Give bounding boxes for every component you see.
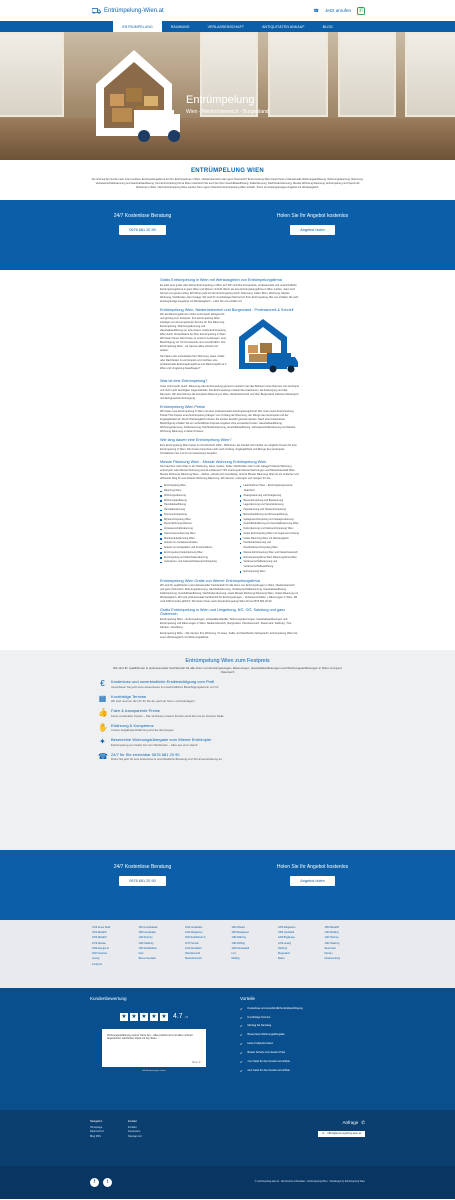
rating-scale: / 5 (184, 1014, 189, 1019)
star-icon: ★ (151, 1013, 157, 1020)
hero-text (186, 94, 269, 115)
footer-link[interactable]: Kontakt (127, 1125, 137, 1129)
facebook-icon[interactable]: f (90, 1178, 99, 1187)
nav-item-antiquitaeten[interactable]: ANTIQUITÄTEN ANKAUF (262, 24, 305, 29)
article-section (160, 608, 299, 640)
hero-floor (0, 118, 455, 160)
service-list-item[interactable]: Räumung Wien (160, 489, 220, 494)
service-list-item[interactable]: Verlassenschaftsräumung (160, 527, 220, 532)
reviews-title: Kundenbewertung (90, 995, 127, 1001)
service-list-item[interactable]: Gratis Entrümpelung Wien mit Gegenverrechnung (240, 532, 300, 537)
nav-item-verlassenschaft[interactable]: VERLASSENSCHAFT (207, 24, 245, 29)
service-list-item[interactable]: Lieferanten- und Gebrauchtwarenentrümpelung (160, 560, 220, 565)
hero-window (405, 32, 455, 117)
feature-title: Kostenlose und unverbindliche Erstbesichtigung vom Profi (111, 679, 215, 685)
check-icon: ✔ (240, 1059, 243, 1064)
all-reviews-link[interactable]: alle Bewertungen sehen (142, 1069, 166, 1072)
footer-link[interactable]: Blog RSS (90, 1135, 101, 1139)
main-article (0, 270, 455, 640)
hero-window (0, 32, 64, 117)
footer-bottom (0, 1166, 455, 1199)
feature-desc: Wir sind rund um die Uhr für Sie da, auch an Sonn- und Feiertagen! (111, 699, 195, 704)
features-subtitle: Wir sind Ihr qualifizierter & professioneller Fachbetrieb für alle Arten von Entrümpelungen, Räumungen, Haushaltsauflösungen und Wohnungsauflösungen in Wien und ganz Österreich (113, 665, 342, 674)
location-link[interactable]: 1150 Rudolfsheim (138, 947, 157, 950)
service-list-item[interactable]: Haushaltsräumung (160, 508, 220, 513)
section-body (160, 313, 227, 375)
feature-item (98, 723, 359, 733)
intro-section (0, 160, 455, 196)
money-icon: € (100, 679, 105, 689)
section-title: Messie Räumung Wien - Messie Wohnung Entrümpelung Wien (160, 459, 267, 464)
sparkle-icon: ✦ (99, 737, 106, 747)
hero-title: Entrümpelung (186, 94, 255, 106)
location-link[interactable]: 1230 Liesing (278, 942, 292, 945)
cta-offer-title: Holen Sie Ihr Angebot kostenlos (276, 213, 349, 220)
location-link[interactable]: 1140 Penzing (138, 937, 153, 940)
section-text: Entrümpelung Wien – Entrümpelungen, Antiquitätenhändler, Wohnungsräumungen, Haushaltsauflösungen und Entrümpelung und Räumungen in Wien, Niederösterreich, Burgenland, Oberösterreich, Steiermark, Salzburg, Tirol, Kärnten, Vorarlberg. (160, 617, 292, 629)
service-list-item[interactable]: Wohnungsräumung (160, 494, 220, 499)
service-list-item[interactable]: Haushaltsauflösung (160, 503, 220, 508)
feature-title: Erfahrung & Kompetenz (111, 722, 154, 728)
email-text: office@entrumpelung-wien.at (327, 1132, 361, 1136)
location-column (325, 926, 364, 982)
location-links (0, 920, 455, 988)
location-link[interactable]: 1130 Hietzing (324, 937, 339, 940)
check-icon: ✔ (240, 1042, 243, 1047)
phone-icon: ☎ (313, 7, 319, 13)
service-list-item[interactable]: Messie Entrümpelung Wien und Niederösterreich (240, 551, 300, 556)
hero-banner (0, 32, 455, 160)
section-row (160, 313, 299, 375)
footer-inquiry (318, 1120, 365, 1166)
cta-band (0, 200, 455, 270)
location-column (232, 926, 271, 982)
thumbs-up-icon: 👍 (98, 708, 108, 718)
advantage-text: keine Fixkpreis kosten (247, 1042, 274, 1046)
advantage-text: Montag bis Samstag (247, 1024, 272, 1028)
advantage-text: eine Seite für den Kunden erreichbar (247, 1068, 290, 1072)
check-icon: ✔ (240, 1033, 243, 1038)
call-button[interactable]: 0676 681 20 90 (119, 876, 165, 886)
location-link[interactable]: 1090 Alsergrund (92, 947, 109, 950)
section-text: Sie brauchen mehr Platz in der Wohnung, Haus, Garten, Keller, Dachboden oder in der Garage? Messie Wohnung entrümpeln oder Messie Wohnung einmal aufräumen? Wir entrümpeln Messie Wohnungen und Messiehaushalt Wien. Messie Wohnung Räumung Wien – diskret, schnell und zuverlässig. Unsere Messie Räumung Wien ist ein einfacher und effizienter Weg für eine Messie Wohnung Räumung. Wir räumen, entsorgen und reinigen für Sie. (160, 465, 299, 481)
site-logo[interactable] (92, 8, 164, 14)
nav-item-blog[interactable]: BLOG (322, 24, 333, 29)
location-link[interactable]: 1040 Wieden (231, 926, 246, 929)
location-link[interactable]: Kärnten (324, 953, 333, 956)
social-links (90, 1178, 112, 1187)
article-section (160, 460, 299, 575)
house-truck-image (231, 313, 299, 375)
article-section (160, 438, 299, 456)
feature-item (98, 708, 359, 718)
footer-link[interactable]: Datenschutz (90, 1130, 104, 1134)
intro-title: ENTRÜMPELUNG WIEN (190, 168, 265, 174)
footer-contact-title: Kontakt (127, 1119, 137, 1123)
location-link[interactable]: 1070 Neubau (92, 942, 106, 945)
footer-link[interactable]: Homepage (90, 1125, 103, 1129)
service-list-item[interactable]: Geschäftsauflösung und Geschäftsräumung Wien (240, 522, 300, 527)
advantage-item (240, 1049, 365, 1058)
service-list-item[interactable]: Betriebsauflösung und Firmenauflösung (240, 513, 300, 518)
features-section (0, 650, 455, 850)
check-icon: ✔ (240, 1068, 243, 1073)
section-text: Wir als Räumungsfirma in Wien entrümpeln fachgerecht und günstig zum Festpreis. Ihre Entrümpelung Wien erledigen wir als kompetenter Service für Ihre Räumung, Entrümpelung, Wohnungsräumung und Haushaltsauflösung vor einer Hand. Gratis Entrümpelung Wien durch Verwertbares bei Ihrer Entrümpelung in Wien. Wir bieten Ihnen faire Preise zu unseren Leistungen, eine Besichtigung vor Ort ist kostenlos und unverbindlich. Ihre Entrümpelung Wien - wir räumen alles schnell und sauber. (160, 313, 227, 353)
location-link[interactable]: Mödling (231, 958, 240, 961)
footer-link[interactable]: Sitemap.xml (127, 1135, 142, 1139)
feature-item (98, 737, 359, 747)
email-link[interactable] (318, 1131, 365, 1137)
service-list-item[interactable]: Garagenentrümpelung und Garagenräumung (240, 518, 300, 523)
service-list-item[interactable]: Entrümpelung Kellerräumung Wien (160, 551, 220, 556)
service-list-item[interactable]: Ankauf von Antiquitäten und Kunstschätzen (160, 546, 220, 551)
article-section (160, 278, 299, 304)
service-list-item[interactable]: Ladenbühnen Wien – Entrümpelungsinserat Jüdenfeld (240, 484, 300, 494)
reviews-section (0, 988, 455, 1110)
location-link[interactable]: Oberösterreich (185, 953, 201, 956)
location-link[interactable]: Baden (278, 958, 285, 961)
location-link[interactable]: 1050 Margareten (278, 926, 296, 929)
location-link[interactable]: Salzburg (278, 947, 288, 950)
service-list-item[interactable]: Gratis Räumung Wien mit Wertausgleich (240, 537, 300, 542)
service-list-item[interactable]: Büroentrümpelung Wien (160, 518, 220, 523)
advantage-item (240, 1014, 365, 1023)
location-link[interactable]: 1080 Josefstadt (278, 932, 295, 935)
feature-item (98, 752, 359, 762)
advantages-title: Vorteile (240, 995, 256, 1001)
location-link[interactable]: 1020 Mariahilf (92, 932, 107, 935)
service-list-item[interactable]: Messi Wohnung Räumen (160, 522, 220, 527)
location-link[interactable]: 1010 Leopoldstadt (138, 926, 158, 929)
location-link[interactable]: Steiermark (324, 947, 336, 950)
mail-icon: ✉ (322, 1132, 325, 1136)
feature-title: Besenreine Wohnungsübergabe vom Wiener Entrümpler (111, 737, 212, 743)
get-offer-button[interactable]: Angebot holen (290, 876, 335, 886)
section-text: Entrümpelung Wien – Wir räumen Ihre Wohnung, Ihr Haus, Keller und Dachboden fachgerecht. Entrümpelung Wien hat einen Wertausgleich mit Wohnungsablöse. (160, 631, 298, 639)
advantage-item (240, 1031, 365, 1040)
handshake-icon: ✋ (98, 722, 108, 732)
service-list-item[interactable]: Zwangsräumung und Delogierung (240, 494, 300, 499)
service-list-item[interactable]: Entrümpelung und Dachbodenräumung (160, 556, 220, 561)
section-title: Entrümpelung Wien Gratis von Wiener Entrümpelungsfirma (160, 578, 260, 583)
location-link[interactable]: 1170 Hernals (185, 942, 199, 945)
location-link[interactable]: Wiener Neustadt (138, 958, 156, 961)
cta-consult-title: 24/7 Kostenlose Beratung (113, 213, 172, 220)
advantage-text: zum Seite für den Kunden erreichbar (247, 1059, 290, 1063)
truck-icon (92, 8, 101, 14)
site-footer (0, 1110, 455, 1166)
service-lists (160, 484, 299, 574)
section-title: Entrümpelung Wien, Niederösterreich und Burgenland - Professionell & Schnell (160, 307, 294, 312)
advantage-item (240, 1040, 365, 1049)
site-header (0, 0, 455, 21)
location-link[interactable]: Niederösterreich (185, 958, 202, 961)
advantage-item (240, 1022, 365, 1031)
advantage-text: Kostenlose und unverbindliche Erstbesichtigung (247, 1006, 303, 1010)
section-text: Wir bieten eine Entrümpelung in Wien mit einer professionellen Entrümpelungsfirma! Wer sind unsere Entrümpelung Preise? Die Kosten einer Entrümpelung hängen vom Umfang der Räumung, der Menge des Gerümpels und der Zugänglichkeit ab. Durch Wertausgleich können die Kosten deutlich gesenkt werden. Nach einer kostenlosen Besichtigung erhalten Sie ein verbindliches Fixpreis-Angebot ohne versteckte Kosten. Haushaltsauflösung, Wohnungsräumung, Kellerräumung, Dachbodenräumung, Geschäftsauflösung, Verlassenschaftsräumung und Messie Wohnung Räumung zu fairen Preisen. (160, 410, 296, 434)
nav-item-entruempelung[interactable]: ENTRÜMPELUNG (113, 21, 162, 32)
feature-title: Kurzfristige Termine (111, 693, 147, 699)
section-title: Entrümpelung Wien Preise (160, 404, 206, 409)
location-column (139, 926, 178, 982)
service-list-item[interactable]: Dachbodenräumung und Dachbodenentrümpelung Wien (240, 541, 300, 551)
service-list-item[interactable]: Entrümpelung Wien (240, 570, 300, 575)
service-list-item[interactable]: Wohnungsauflösung (160, 499, 220, 504)
location-link[interactable]: 1160 Ottakring (138, 942, 154, 945)
whatsapp-icon[interactable]: ✆ (361, 1119, 365, 1125)
location-link[interactable]: 1220 Donaustadt (231, 947, 249, 950)
review-author: Dieter R. (191, 1061, 201, 1064)
service-list-item[interactable]: Bauentrümpelung und Bauräumung (240, 499, 300, 504)
location-link[interactable]: Linz (231, 953, 236, 956)
footer-nav-title: Navigation (90, 1119, 103, 1123)
service-list-item[interactable]: Ankauf von Verlassenschaften (160, 541, 220, 546)
location-link[interactable]: 1200 Brigittenau (278, 937, 295, 940)
feature-desc: Rufen Sie jetzt für eine kostenlose & unverbindliche Beratung und Terminvereinbarung an (111, 757, 222, 762)
advantage-item (240, 1005, 365, 1014)
check-icon: ✔ (240, 1051, 243, 1056)
twitter-icon[interactable]: t (103, 1178, 112, 1187)
calendar-icon: ▦ (98, 693, 107, 703)
location-link[interactable]: Klosterneuburg (324, 958, 341, 961)
logo-text: Entrümpelung-Wien.at (104, 7, 164, 14)
advantage-text: Bester Service zum besten Preis (247, 1051, 286, 1055)
section-text: Sie haben sich entschieden Ihre Wohnung, Haus, Keller, oder Dachboden zu entrümpeln und möchten eine professionelle Entrümpelungsfirma und Räumungsfirma in Wien und Umgebung beauftragen? (160, 355, 227, 371)
service-list-item[interactable]: Firmenentrümpelung (160, 513, 220, 518)
article-section (160, 579, 299, 605)
cta-band-bottom (0, 850, 455, 920)
footer-nav (90, 1120, 104, 1166)
location-link[interactable]: 1030 Landstraße (185, 926, 203, 929)
cta-offer-title: Holen Sie Ihr Angebot kostenlos (276, 863, 349, 870)
footer-contact (128, 1120, 142, 1166)
service-list-right (240, 484, 300, 574)
location-link[interactable]: 1150 Rudolfsheim-F. (185, 937, 206, 940)
feature-item (98, 679, 359, 689)
location-link[interactable]: 1050 Margareten (231, 932, 249, 935)
location-link[interactable]: 1100 Favoriten (92, 953, 108, 956)
review-card[interactable] (102, 1029, 206, 1067)
advantages-list (240, 1005, 365, 1076)
copyright: © entrümpelung-wien.at · Alle Rechte vorbehalten · Entrümpelung Wien · Webdesign by Entrümpelung Wien (254, 1180, 365, 1183)
service-list-item[interactable]: Entrümpelungsfirma Wien Räumungsfirma Wien (240, 556, 300, 561)
service-list-item[interactable]: Kleinbetriebsräumung Wien (160, 537, 220, 542)
article-section (160, 405, 299, 435)
section-text: Eine Entrümpelung Wien kostet im Durchschnitt 1000 - 2500 Euro. Es handelt sich hierbei um mögliche Kosten für eine Entrümpelung in Wien. Die Kosten berechnen sich nach Umfang, Zugänglichkeit und Menge des Gerümpels. Kontaktieren Sie uns für ein kostenloses Angebot. (160, 443, 297, 455)
hero-subtitle: Wien - Niederösterreich - Burgenland (186, 109, 269, 115)
feature-title: Faire & transparente Preise (111, 708, 160, 714)
cta-consult (88, 864, 198, 920)
review-text: Wohnungsauflösung meiner Tante bei – Alles perfekt und mit allem schnell abgewickelt. Herzlichen Dank mit top Team ... (107, 1033, 193, 1040)
location-link[interactable]: 1160 Ottakring (324, 942, 340, 945)
feature-desc: Keine versteckten Kosten – Das Vertrauen unserer Kunden steht bei uns an oberster Stelle (111, 713, 224, 718)
cta-consult-title: 24/7 Kostenlose Beratung (113, 863, 172, 870)
star-icon: ★ (121, 1013, 127, 1020)
advantage-text: Kurzfristige Termine (247, 1015, 271, 1019)
service-list-item[interactable]: Kellerräumung und Kellerentrümpelung Wien (240, 527, 300, 532)
intro-text: Sie sind auf der Suche nach einer seriösen Entrümpelungsfirma für Ihre Entrümpelung in Wien, Niederösterreich oder ganz Österreich? Entrümpelung Wien bietet Ihnen professionelle Wohnungsauflösung, Wohnungsräumung, Räumung, Verlassenschaftsräumung und Haushaltsauflösung. Ihre Entrümpelung Firma Wien unterstützt Sie auch bei Ihrer Geschäftsauflösung, Kellerräumung, Dachbodenräumung, Messie Wohnung Räumung, Entrümpelung und Sperrmüll Abholung in Wien. Nach Entrümpelung Wien suchen Sie in ganz Österreich Entrümpelung Wien einfach. Ihrem ein kostengünstiges Angebot mit Wertausgleich. (91, 178, 364, 190)
article-section (160, 379, 299, 401)
location-link[interactable]: 1120 Meidling (324, 932, 339, 935)
hero-window (268, 32, 328, 117)
hero-window (338, 32, 396, 117)
location-link[interactable]: 1060 Mariahilf (92, 937, 107, 940)
check-icon: ✔ (240, 1006, 243, 1011)
check-icon: ✔ (240, 1015, 243, 1020)
customer-reviews (90, 996, 218, 1110)
section-text: Es steht eine große oder kleine Entrümpelung in Wien an? Wir sind Ihre kompetente, professionelle und unverbindliche Entrümpelungsfirma in ganz Wien und Wiener Umfeld. Wenn sie eine Entrümpelungsfirma in Wien suchen, dann sind Sie bei uns genau richtig. Wir führen jede Art der Entrümpelung durch. Räumung, Keller, Büro, Wohnung, Messie Wohnung, Dachboden oder Garage. Wir sind Ihr zuverlässiger Partner bei Ihrer Entrümpelung. Bei uns erhalten Sie sehr kostengünstige Angebote mit Wertausgleich – rufen Sie uns einfach an! (160, 283, 299, 303)
location-link[interactable]: Graz (138, 953, 144, 956)
service-list-left (160, 484, 220, 574)
location-link[interactable]: 1030 Landstraße (138, 932, 156, 935)
check-icon: ✔ (240, 1024, 243, 1029)
house-truck-icon (88, 44, 180, 144)
cta-offer (258, 213, 368, 270)
location-column (278, 926, 317, 982)
rating-score: 4.7 (172, 1013, 183, 1021)
features-list (96, 679, 359, 761)
call-button[interactable]: 0676 681 20 90 (119, 225, 165, 235)
location-column (92, 926, 131, 982)
star-icon: ★ (131, 1013, 137, 1020)
location-link[interactable]: 1010 Innere Stadt (92, 926, 111, 929)
star-icon: ★ (141, 1013, 147, 1020)
section-title: Gratis Entrümpelung in Wien mit Wertausgleich von Entrümpelungsfirma (160, 278, 282, 283)
section-title: Gratis Entrümpelung in Wien und Umgebung, NÖ, OÖ, Salzburg und ganz Österreich (160, 608, 286, 617)
section-text: Unter entrümpeln (auch: Räumung oder Entrümpelung genannt) versteht man das Befreien eines Raumes von Gerümpel und nicht mehr benötigten Gegenständen. Die Entrümpelung umfasst das Ausräumen, die Entsorgung und das Recyceln. Wir übernehmen die komplette Räumung in Wien, Niederösterreich und dem Burgenland inklusive Abtransport und fachgerechter Entsorgung. (160, 384, 299, 400)
feature-desc: Unsere langjährige Erfahrung wird Sie überzeugen (111, 728, 174, 733)
cta-offer (258, 864, 368, 920)
get-offer-button[interactable]: Angebot holen (290, 225, 335, 235)
rating-stars (90, 1013, 218, 1021)
location-link[interactable]: 1060 Mariahilf (324, 926, 339, 929)
service-list-item[interactable]: Hausräumung und Hausentrümpelung (240, 508, 300, 513)
location-link[interactable]: 1190 Döbling (231, 942, 245, 945)
call-link[interactable]: Jetzt anrufen (324, 8, 351, 13)
service-list-item[interactable]: Verlassenschaftsräumung und Verlassenschaftsauflösung (240, 560, 300, 570)
location-link[interactable]: Burgenland (278, 953, 290, 956)
feature-desc: Entrümpelung vom Keller bis zum Dachboden – Alles aus einer Hand! (111, 742, 198, 747)
feature-title: 24/7 für Sie erreichbar 0676 681 20 90 (111, 751, 180, 757)
nav-item-raeumung[interactable]: RÄUMUNG (170, 24, 190, 29)
article-section (160, 308, 299, 376)
location-link[interactable]: 1040 Margareten (185, 932, 203, 935)
inquiry-title: Anfrage (342, 1120, 359, 1126)
features-title: Entrümpelung Wien zum Festpreis (185, 657, 270, 664)
location-link[interactable]: Innsbruck (92, 963, 102, 966)
section-title: Was ist eine Entrümpelung? (160, 379, 208, 384)
phone-icon: ☎ (98, 751, 108, 761)
location-link[interactable]: 1180 Währing (231, 937, 246, 940)
header-actions (313, 7, 365, 15)
star-icon: ★ (161, 1013, 167, 1020)
service-list-item[interactable]: Lagerräumung und Vereinsräumung (240, 503, 300, 508)
section-text: Wir sind Ihr qualifizierter und professioneller Fachbetrieb für alle Arten von Entrümpelungen in Wien, Niederösterreich und ganz Österreich. Wohnungsräumung, Haushaltsräumung, Verlassenschaftsräumung, Haushaltsauflösung, Kellerräumung, Geschäftsauflösung, Dachbodenräumung, sowie Messie Wohnung Räumung Wien. Gratis Räumung mit Wertausgleich. Wir sind professionelle Fachbetrieb für Entrümpelungen – Verlassenschaften + Räumungen in Wien. Mit rund 1000 Kunden jährlich. Wir bieten Ihnen auch das Entrümpelung Wien Firma 0676 681 20 90. (160, 584, 299, 604)
service-list-item[interactable]: Entrümpelung Wien (160, 484, 220, 489)
main-nav (0, 21, 455, 32)
service-list-item[interactable]: Garconnierenräumung Wien (160, 532, 220, 537)
location-link[interactable]: Liesing (92, 958, 100, 961)
feature-item (98, 694, 359, 704)
advantage-text: Besenreine Wohnungsübergabe (247, 1033, 285, 1037)
location-column (185, 926, 224, 982)
cta-consult (88, 213, 198, 270)
feature-desc: Vereinbaren Sie jetzt einen kostenlosen & unverbindlichen Besichtigungstermin vor Ort (111, 684, 219, 689)
advantage-item (240, 1058, 365, 1067)
whatsapp-icon[interactable]: ✆ (358, 7, 364, 14)
section-title: Wie lang dauert eine Entrümpelung Wien? (160, 438, 232, 443)
advantage-item (240, 1067, 365, 1076)
advantages (240, 996, 365, 1110)
footer-link[interactable]: Impressum (127, 1130, 141, 1134)
location-link[interactable]: 1210 Floridsdorf (185, 947, 202, 950)
